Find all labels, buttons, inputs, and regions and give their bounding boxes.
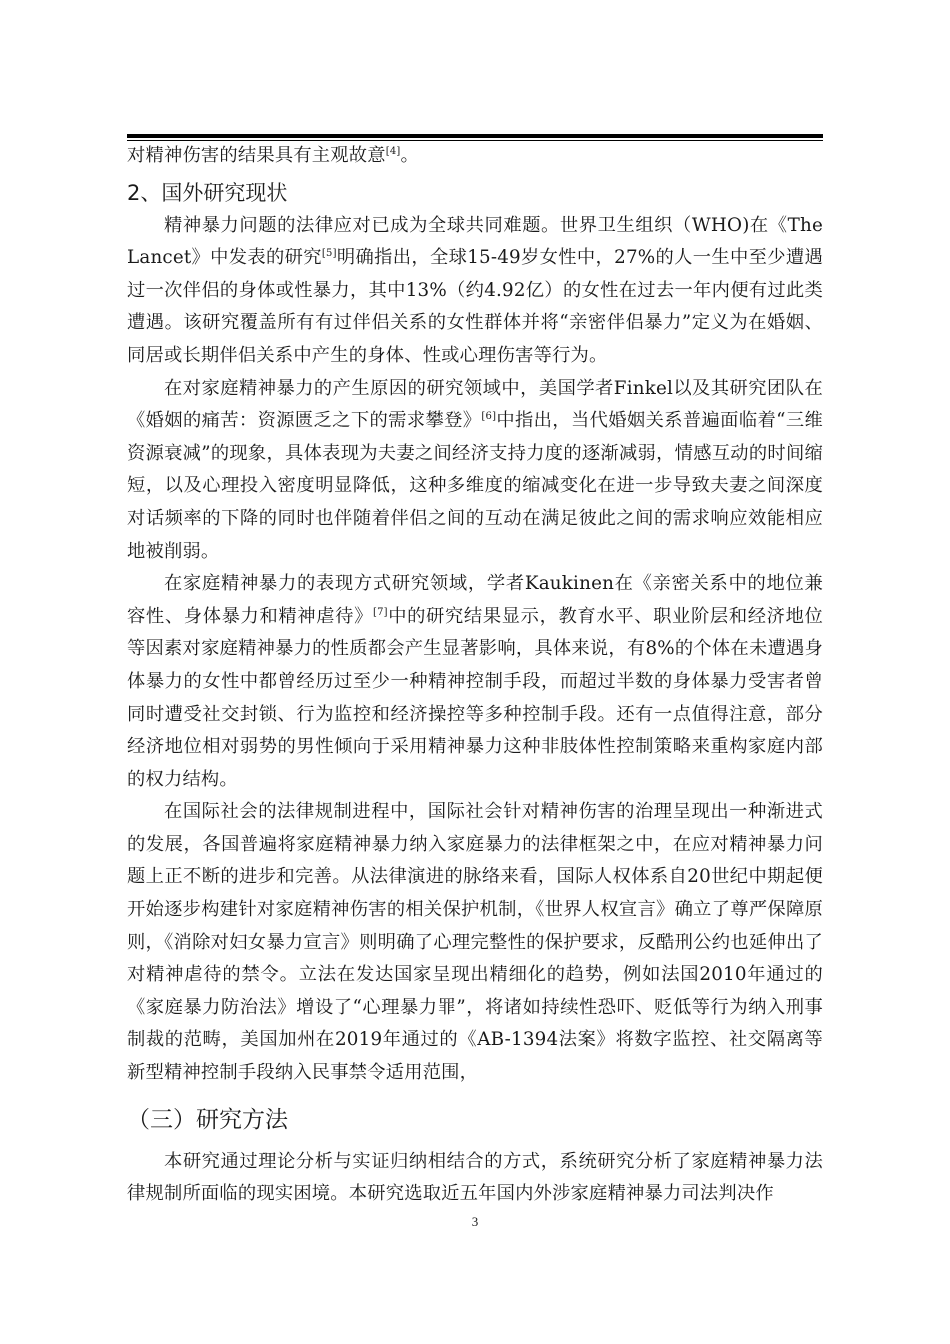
page-number: 3: [471, 1214, 479, 1229]
header-rule-thick: [127, 134, 823, 138]
citation-ref: [4]: [385, 145, 401, 157]
citation-ref: [6]: [481, 411, 497, 423]
paragraph-international-law: 在国际社会的法律规制进程中，国际社会针对精神伤害的治理呈现出一种渐进式的发展，各国普遍将家庭精神暴力纳入家庭暴力的法律框架之中，在应对精神暴力问题上正不断的进步和完善。从法律演进的脉络来看，国际人权体系自20世纪中期起便开始逐步构建针对家庭精神伤害的相关保护机制，《世界人权宣言》确立了尊严保障原则，《消除对妇女暴力宣言》则明确了心理完整性的保护要求，反酷刑公约也延伸出了对精神虐待的禁令。立法在发达国家呈现出精细化的趋势，例如法国2010年通过的《家庭暴力防治法》增设了“心理暴力罪”，将诸如持续性恐吓、贬低等行为纳入刑事制裁的范畴，美国加州在2019年通过的《AB-1394法案》将数字监控、社交隔离等新型精神控制手段纳入民事禁令适用范围，: [127, 801, 823, 1084]
paragraph-who-study: 精神暴力问题的法律应对已成为全球共同难题。世界卫生组织（WHO)在《The Lancet》中发表的研究[5]明确指出，全球15-49岁女性中，27%的人一生中至少遭遇过一次伴侣的身体或性暴力，其中13%（约4.92亿）的女性在过去一年内便有过此类遭遇。该研究覆盖所有有过伴侣关系的女性群体并将“亲密伴侣暴力”定义为在婚姻、同居或长期伴侣关系中产生的身体、性或心理伤害等行为。: [127, 214, 823, 366]
page-content: [127, 140, 823, 1211]
citation-ref: [7]: [373, 606, 388, 618]
paragraph-finkel-study: 在对家庭精神暴力的产生原因的研究领域中，美国学者Finkel以及其研究团队在《婚姻的痛苦：资源匮乏之下的需求攀登》[6]中指出，当代婚姻关系普遍面临着“三维资源衰减”的现象，具体表现为夫妻之间经济支持力度的逐渐减弱，情感互动的时间缩短，以及心理投入密度明显降低，这种多维度的缩减变化在进一步导致夫妻之间深度对话频率的下降的同时也伴随着伴侣之间的互动在满足彼此之间的需求响应效能相应地被削弱。: [127, 377, 823, 562]
paragraph-kaukinen-study: 在家庭精神暴力的表现方式研究领域，学者Kaukinen在《亲密关系中的地位兼容性、身体暴力和精神虐待》[7]中的研究结果显示，教育水平、职业阶层和经济地位等因素对家庭精神暴力的性质都会产生显著影响，具体来说，有8%的个体在未遭遇身体暴力的女性中都曾经历过至少一种精神控制手段，而超过半数的身体暴力受害者曾同时遭受社交封锁、行为监控和经济操控等多种控制手段。还有一点值得注意，部分经济地位相对弱势的男性倾向于采用精神暴力这种非肢体性控制策略来重构家庭内部的权力结构。: [127, 573, 823, 790]
carryover-paragraph: 对精神伤害的结果具有主观故意[4]。: [127, 145, 419, 166]
section-heading-foreign-research: 2、国外研究现状: [127, 180, 288, 205]
citation-ref: [5]: [321, 248, 337, 260]
section-heading-research-methods: （三）研究方法: [127, 1106, 288, 1133]
paragraph-methods: 本研究通过理论分析与实证归纳相结合的方式，系统研究分析了家庭精神暴力法律规制所面临的现实困境。本研究选取近五年国内外涉家庭精神暴力司法判决作: [127, 1150, 823, 1205]
